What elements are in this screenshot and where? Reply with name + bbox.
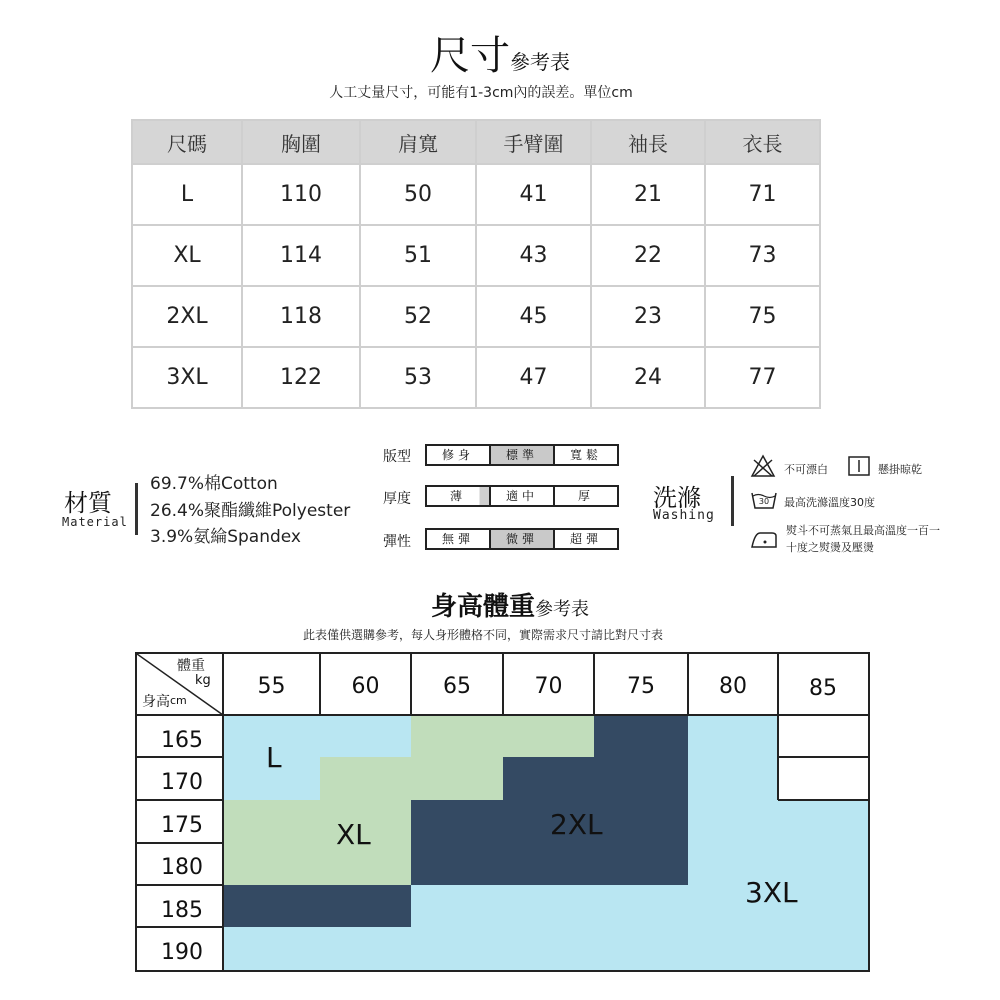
hang-dry-icon bbox=[848, 456, 870, 476]
header-cell: 手臂圍 bbox=[476, 120, 591, 164]
wash-temp-text: 最高洗滌溫度30度 bbox=[784, 496, 875, 509]
table-cell: 71 bbox=[705, 164, 820, 225]
table-cell: XL bbox=[132, 225, 242, 286]
thickness-option: 厚 bbox=[553, 487, 617, 505]
fit-scale bbox=[425, 444, 619, 466]
table-row bbox=[132, 286, 820, 347]
elasticity-scale bbox=[425, 528, 619, 550]
iron-icon bbox=[750, 530, 778, 550]
material-line: 26.4%聚酯纖維Polyester bbox=[150, 501, 351, 521]
height-label: 175 bbox=[161, 813, 203, 838]
weight-header: 70 bbox=[534, 674, 563, 699]
body-chart-title-main: 身高體重 bbox=[430, 592, 535, 622]
size-chart-title-main: 尺寸 bbox=[430, 33, 510, 79]
washing-label-en: Washing bbox=[653, 508, 715, 523]
table-cell: 118 bbox=[242, 286, 360, 347]
height-label: 165 bbox=[161, 728, 203, 753]
body-chart-subtitle: 此表僅供選購參考，每人身形體格不同，實際需求尺寸請比對尺寸表 bbox=[302, 628, 663, 642]
height-label: 190 bbox=[161, 940, 203, 965]
iron-text-line2: 十度之熨燙及壓燙 bbox=[786, 541, 874, 554]
body-chart-title-suffix: 參考表 bbox=[535, 599, 589, 620]
size-chart-title bbox=[0, 24, 1000, 81]
body-chart-title bbox=[0, 586, 1000, 623]
washing-divider bbox=[731, 476, 734, 526]
table-cell: 45 bbox=[476, 286, 591, 347]
height-label: 180 bbox=[161, 855, 203, 880]
table-cell: 53 bbox=[360, 347, 476, 408]
wash-30-number: 30 bbox=[758, 497, 770, 506]
table-cell: 21 bbox=[591, 164, 705, 225]
no-bleach-text: 不可漂白 bbox=[784, 463, 828, 476]
material-label: 材質 bbox=[64, 489, 112, 517]
thickness-label: 厚度 bbox=[383, 491, 411, 507]
weight-header: 65 bbox=[443, 674, 471, 699]
grid-lines bbox=[137, 654, 868, 970]
size-label-xl: XL bbox=[336, 818, 371, 851]
table-cell: 22 bbox=[591, 225, 705, 286]
size-chart-subtitle: 人工丈量尺寸，可能有1-3cm內的誤差。單位cm bbox=[329, 85, 633, 101]
wash-30-icon bbox=[750, 490, 778, 510]
weight-header: 75 bbox=[627, 674, 655, 699]
body-chart-grid bbox=[135, 652, 870, 972]
corner-weight-unit: kg bbox=[195, 673, 211, 688]
table-cell: 41 bbox=[476, 164, 591, 225]
table-row bbox=[132, 164, 820, 225]
thickness-scale bbox=[425, 485, 619, 507]
weight-header: 60 bbox=[351, 674, 380, 699]
material-line: 69.7%棉Cotton bbox=[150, 474, 278, 494]
size-chart-title-suffix: 參考表 bbox=[510, 50, 570, 74]
material-line: 3.9%氨綸Spandex bbox=[150, 527, 301, 547]
fit-label: 版型 bbox=[383, 449, 411, 465]
fit-option-selected: 標準 bbox=[489, 446, 553, 464]
table-cell: 2XL bbox=[132, 286, 242, 347]
header-cell: 肩寬 bbox=[360, 120, 476, 164]
table-cell: 47 bbox=[476, 347, 591, 408]
header-cell: 尺碼 bbox=[132, 120, 242, 164]
table-cell: 3XL bbox=[132, 347, 242, 408]
size-label-l: L bbox=[266, 741, 282, 774]
iron-text-line1: 熨斗不可蒸氣且最高溫度一百一 bbox=[786, 524, 940, 537]
corner-height-label: 身高 bbox=[142, 694, 170, 710]
table-cell: 77 bbox=[705, 347, 820, 408]
height-label: 185 bbox=[161, 898, 203, 923]
header-cell: 袖長 bbox=[591, 120, 705, 164]
washing-label: 洗滌 bbox=[653, 484, 701, 512]
weight-header: 80 bbox=[719, 674, 747, 699]
elasticity-option: 無彈 bbox=[441, 532, 474, 546]
table-row bbox=[132, 347, 820, 408]
weight-header: 55 bbox=[257, 674, 286, 699]
fit-option: 寬鬆 bbox=[553, 446, 617, 464]
fit-option: 修身 bbox=[441, 448, 474, 462]
elasticity-option-selected: 微彈 bbox=[489, 530, 553, 548]
height-label: 170 bbox=[161, 770, 203, 795]
size-label-2xl: 2XL bbox=[550, 808, 603, 841]
table-cell: 75 bbox=[705, 286, 820, 347]
table-row bbox=[132, 225, 820, 286]
no-bleach-icon bbox=[750, 454, 776, 478]
table-cell: 114 bbox=[242, 225, 360, 286]
header-cell: 衣長 bbox=[705, 120, 820, 164]
material-divider bbox=[135, 483, 138, 535]
size-label-3xl: 3XL bbox=[745, 876, 798, 909]
table-cell: 51 bbox=[360, 225, 476, 286]
table-cell: 110 bbox=[242, 164, 360, 225]
material-label-en: Material bbox=[62, 515, 128, 529]
table-cell: L bbox=[132, 164, 242, 225]
thickness-option: 薄 bbox=[427, 487, 489, 505]
corner-height-unit: cm bbox=[170, 694, 187, 707]
elasticity-option: 超彈 bbox=[553, 530, 617, 548]
table-cell: 50 bbox=[360, 164, 476, 225]
table-cell: 52 bbox=[360, 286, 476, 347]
corner-weight-label: 體重 bbox=[177, 658, 205, 674]
hang-dry-text: 懸掛晾乾 bbox=[878, 463, 922, 476]
table-cell: 24 bbox=[591, 347, 705, 408]
table-cell: 23 bbox=[591, 286, 705, 347]
table-cell: 122 bbox=[242, 347, 360, 408]
thickness-option: 適中 bbox=[489, 487, 553, 505]
size-table-header bbox=[132, 120, 820, 164]
table-cell: 73 bbox=[705, 225, 820, 286]
size-table bbox=[131, 119, 821, 409]
header-cell: 胸圍 bbox=[242, 120, 360, 164]
elasticity-label: 彈性 bbox=[383, 534, 411, 550]
table-cell: 43 bbox=[476, 225, 591, 286]
weight-header: 85 bbox=[809, 676, 837, 701]
